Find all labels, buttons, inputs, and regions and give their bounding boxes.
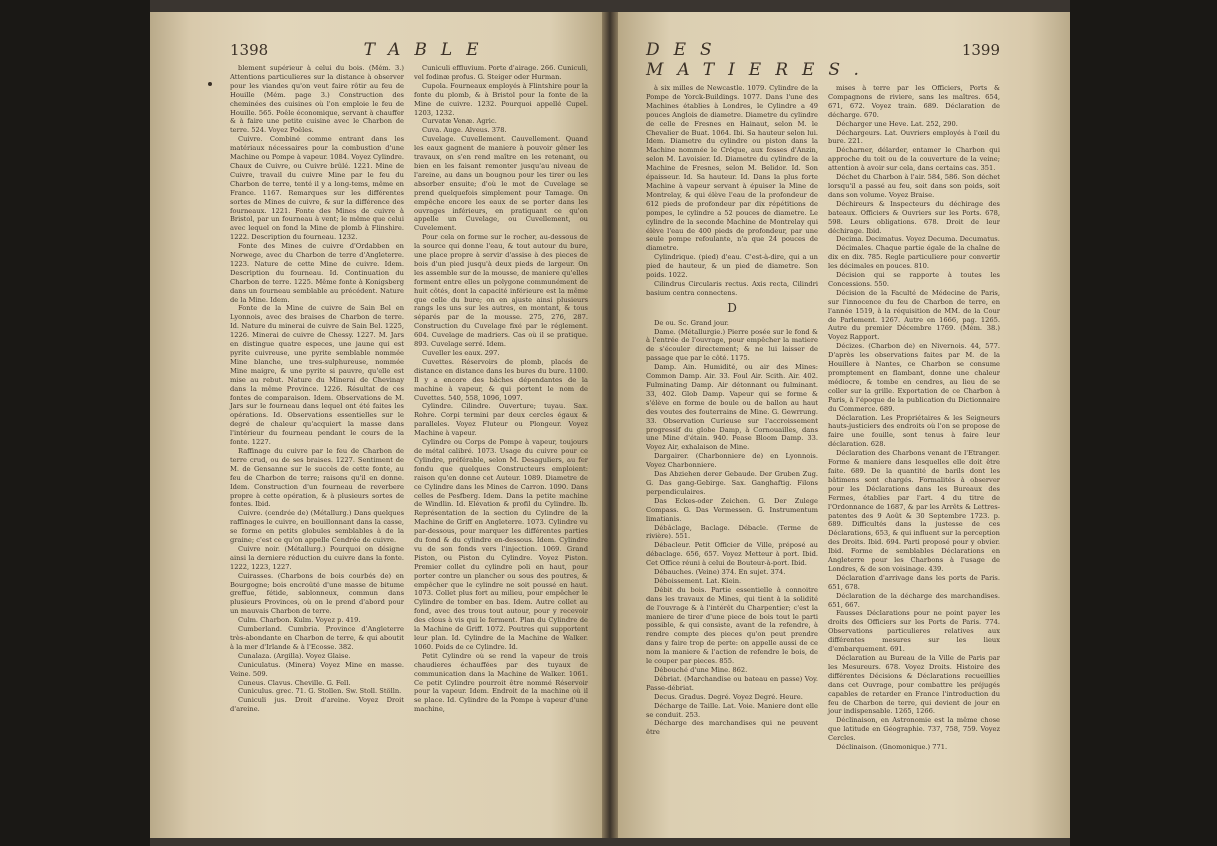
index-entry: Cuirasses. (Charbons de bois courbés de) en Bourgogne; bois encroûté d'une masse de bitume greffue, fétide, sablonneux, commun dans plusieurs Provinces, où on le prend d'abord pour un mauvais Charbon de terre. [230, 571, 404, 616]
index-entry: Cuniculus. grec. 71. G. Stollen. Sw. Stoll. Stölln. [238, 687, 402, 696]
index-entry: Cuveller les eaux. 297. [422, 349, 500, 357]
index-entry: De ou. Sc. Grand jour. [654, 318, 729, 327]
open-book [150, 0, 1070, 846]
ink-spot [208, 82, 212, 86]
index-entry: Débauches. (Veine) 374. En sujet. 374. [654, 568, 786, 577]
index-entry: Cuniculi effluvium. Porte d'airage. 266. Cuniculi, vel fodinæ profus. G. Steiger oder Hurman. [414, 64, 588, 81]
index-entry: Cuvelage. Cuvellement. Cauvellement. Quand les eaux gagnent de maniere à pouvoir gêner les travaux, on s'en rend maître en les retenant, ou bien en les faisant remonter jusqu'au niveau de l'areine, au dans un bougnou pour les tirer ou les absorber ensuite; d'où le mot de Cuvelage se prend quelquefois simplement pour Tamage. On empêche encore les eaux de se porter dans les ouvrages inférieurs, en pratiquant ce qu'on appelle un Cuvelage, ou Cuvellement, ou Cuvelement. [414, 135, 588, 233]
index-entry: Cuniculi jus. Droit d'areine. Voyez Droit d'areine. [230, 696, 404, 714]
index-entry: Décharger une Heve. Lat. 252, 290. [836, 119, 958, 128]
index-entry: D [727, 300, 737, 315]
index-entry: Déclinaison. (Gnomonique.) 771. [836, 743, 948, 752]
index-entry: Déchet du Charbon à l'air. 584, 586. Son déchet lorsqu'il a passé au feu, soit dans son poids, soit dans son volume. Voyez Braise. [828, 173, 1000, 199]
left-column-1 [230, 64, 404, 714]
index-entry: Déclaration. Les Propriétaires & les Seigneurs hauts-justiciers des endroits où l'on se propose de faire une fouille, sont tenus à faire leur déclaration. 628. [828, 413, 1000, 449]
index-entry: Dargairer. (Charbonniere de) en Lyonnois. Voyez Charbonniere. [646, 452, 818, 470]
index-entry: Déclinaison, en Astronomie est la même chose que latitude en Géographie. 737, 758, 759. Voyez Cercles. [828, 716, 1000, 743]
index-entry: Damp. Ain. Humidité, ou air des Mines: Common Damp. Air. 33. Foul Air. Scith. Air. 402. Fulminating Damp. Air détonnant ou fulminant. 33, 402. Glob Damp. Vapeur qui se forme & s'élève en forme de boule ou de ballon au haut des voutes des fouterrains de Mine. G. Gewrrung. 33. Observation Curieuse sur l'accroissement progressif du globe Damp, à Cornouailles, dans une Mine d'étain. 940. Pease Bloom Damp. 33. Voyez Air, exhalaison de Mine. [646, 363, 818, 452]
index-entry: Débacleur. Petit Officier de Ville, préposé au débaclage. 656, 657. Voyez Metteur à port. Ibid. Cet Office réuni à celui de Bouteur-à-port. Ibid. [646, 541, 818, 568]
index-entry: Raffinage du cuivre par le feu de Charbon de terre crud, ou de ses braises. 1227. Sentiment de M. de Gensanne sur le succès de cette fonte, au feu de Charbon de terre; raisons qu'il en donne. Idem. Construction d'un fourneau de reverbere propre à cette opération, & à plusieurs sortes de fontes. Ibid. [230, 446, 404, 509]
right-page [618, 12, 1070, 838]
index-entry: Pour cela on forme sur le rocher, au-dessous de la source qui donne l'eau, & tout autour du bure, une place propre à servir d'assise à des pieces de bois d'un pied jusqu'à deux pieds de largeur. On les assemble sur de la mousse, de maniere qu'elles forment entre elles un polygone communément de huit côtés, dont la capacité inférieure est la même que celle du bure; on en ajuste ainsi plusieurs rangs les uns sur les autres, en montant, & tous séparés par de la mousse. 275, 276, 287. Construction du Cuvelage fixé par le réglement. 604. Cuvelage de madriers. Cas où il se pratique. 893. Cuvelage serré. Idem. [414, 233, 588, 349]
index-entry: Décimales. Chaque partie égale de la chaîne de dix en dix. 785. Regle particuliere pour convertir les décimales en pouces. 810. [828, 244, 1000, 271]
index-entry: Petit Cylindre où se rend la vapeur de trois chaudieres échauffées par des tuyaux de communication dans la Machine de Walker. 1061. Ce petit Cylindre pourroit être nommé Réservoir pour la vapeur. Idem. Endroit de la machine où il se place. Id. Cylindre de la Pompe à vapeur d'une machine, [414, 651, 588, 714]
index-entry: Das Eckes-oder Zeichen. G. Der Zulege Compass. G. Das Vermessen. G. Instrumentum limatianis. [646, 496, 818, 523]
index-entry: Déchargeurs. Lat. Ouvriers employés à l'œil du bure. 221. [828, 128, 1000, 146]
index-entry: Cumberland. Cumbria. Province d'Angleterre très-abondante en Charbon de terre, & qui aboutit à la mer d'Irlande & à l'Ecosse. 382. [230, 625, 404, 651]
index-entry: Fonte de la Mine de cuivre de Sain Bel en Lyonnois, avec des braises de Charbon de terre. Id. Nature du minerai de cuivre de Sain Bel. 1225, 1226. Minerai de cuivre de Chessy. 1227. M. Jars en distingue quatre especes, une jaune qui est pyrite cuivreuse, une pyrite semblable nommée Mine blanche, une tres-sulphureuse, nommée Mine maigre, & une pyrite si pauvre, qu'elle est mise au rebut. Nature du Minerai de Chevinay dans la même Province. 1226. Résultat de ces fontes de comparaison. Idem. Observations de M. Jars sur le fourneau dans lequel ont été faites les opérations. Id. Observations essentielles sur le degré de chaleur qu'acquiert la masse dans l'intérieur du fourneau pendant le cours de la fonte. 1227. [230, 304, 404, 447]
index-entry: Cuivre. Combiné comme entrant dans les matériaux nécessaires pour la combustion d'une Machine ou Pompe à vapeur. 1084. Voyez Cylindre. Chaux de Cuivre, ou Cuivre brûlé. 1221. Mine de Cuivre, travail du cuivre Mine par le feu du Charbon de terre, tenté il y a long-tems, même en France. 1167. Remarques sur les différentes sortes de Mines de cuivre, & sur la différence des fourneaux. 1221. Fonte des Mines de cuivre à Bristol, par un fourneau à vent; le même que celui avec lequel on fond la Mine de plomb à Flinshire. 1222. Description du fourneau. 1232. [230, 135, 404, 242]
index-entry: Déchireurs & Inspecteurs du déchirage des bateaux. Officiers & Ouvriers sur les Ports. 678, 598. Leurs obligations. 678. Droit de leur déchirage. Ibid. [828, 199, 1000, 235]
index-entry: Culm. Charbon. Kulm. Voyez p. 419. [238, 616, 361, 625]
left-page-number: 1398 [230, 41, 269, 59]
right-running-head [646, 40, 1000, 80]
left-column-2 [414, 64, 588, 714]
index-entry: Cunalaza. (Argilla). Voyez Glaise. [238, 651, 351, 660]
index-entry: Débriat. (Marchandise ou bateau en passe) Voy. Passe-débriat. [646, 674, 818, 692]
index-entry: Décizes. (Charbon de) en Nivernois. 44, 577. D'après les observations faites par M. de la Houillere à Nantes, ce Charbon se consume promptement en flambant, donne une chaleur médiocre, & tombe en cendres, au lieu de se coller sur la grille. Exportation de ce Charbon à Paris, à l'époque de la publication du Dictionnaire du Commerce. 689. [828, 342, 1000, 413]
index-entry: Débâclage, Baclage. Débacle. (Terme de rivière). 551. [646, 523, 818, 541]
index-entry: Cuva. Auge. Alveus. 378. [422, 126, 507, 135]
index-entry: Déclaration au Bureau de la Ville de Paris par les Mesureurs. 678. Voyez Droits. Histoire des différentes Décisions & Déclarations recueillies dans cet Ouvrage, pour combattre les préjugés capables de retarder en France l'introduction du feu de Charbon de terre, qui devient de jour en jour indispensable. 1265, 1266. [828, 654, 1000, 716]
index-entry: Cuneus. Clavus. Cheville. G. Fell. [238, 678, 351, 687]
index-entry: Curvatæ Venæ. Agric. [422, 117, 497, 126]
index-entry: Fausses Déclarations pour ne point payer les droits des Officiers sur les Ports de Paris. 774. Observations particulieres relatives aux différentes mesures sur les lieux d'embarquement. 691. [828, 609, 1000, 654]
index-entry: Cylindrique. (pied) d'eau. C'est-à-dire, qui a un pied de hauteur, & un pied de diametre. Son poids. 1022. [646, 253, 818, 280]
index-entry: Décharge des marchandises qui ne peuvent être [646, 719, 818, 737]
right-column-2 [828, 84, 1000, 752]
index-entry: Cuvettes. Réservoirs de plomb, placés de distance en distance dans les bures du bure. 1100. Il y a encore des bâches dépendantes de la machine à vapeur, & qui portent le nom de Cuvettes. 540, 558, 1096, 1097. [414, 357, 588, 402]
index-entry: Décharner, délarder, entamer le Charbon qui approche du toit ou de la couverture de la veine; attention à avoir sur cela, dans certains cas. 351. [828, 146, 1000, 173]
index-entry: Décharge de Taille. Lat. Voie. Maniere dont elle se conduit. 253. [646, 701, 818, 719]
index-entry: Déboissement. Lat. Kiein. [654, 576, 742, 585]
index-entry: Cuivre noir. (Métallurg.) Pourquoi on désigne ainsi la derniere réduction du cuivre dans la fonte. 1222, 1223, 1227. [230, 544, 404, 571]
left-head-title: TABLE [363, 40, 493, 60]
index-entry: Débouché d'une Mine. 862. [654, 666, 748, 674]
index-entry: Déclaration de la décharge des marchandises. 651, 667. [828, 591, 1000, 609]
index-entry: Dame. (Métallurgie.) Pierre posée sur le fond & à l'entrée de l'ouvrage, pour empêcher la matiere de s'écouler directement; & ne lui laisser de passage que par le côté. 1175. [646, 327, 818, 363]
index-entry: Decima. Decimatus. Voyez Decuma. Decumatus. [836, 235, 1000, 244]
left-running-head [230, 40, 588, 60]
book-gutter [602, 12, 618, 838]
right-head-title: DES MATIERES. [646, 40, 873, 80]
index-entry: Déclaration des Charbons venant de l'Etranger. Forme & maniere dans lesquelles elle doit être faite. 689. De la quantité de barils dont les bâtimens sont chargés. Formalités à observer pour les Déclarations dans les Bureaux des Fermes, établies par l'art. 4 du titre de l'Ordonnance de 1687, & par les Arrêts & Lettres-patentes des 9 Août & 30 Septembre 1723. p. 689. Difficultés dans la justesse de ces Déclarations, 653, & qui influent sur la perception des Droits. Ibid. 694. Parti proposé pour y obvier. Ibid. Forme de semblables Déclarations en Angleterre pour les Charbons à l'usage de Londres, & de son voisinage. 439. [828, 449, 1000, 573]
index-entry: Cupola. Fourneaux employés à Flintshire pour la fonte du plomb, & à Bristol pour la fonte de la Mine de cuivre. 1232. Pourquoi appellé Cupel. 1203, 1232. [414, 81, 588, 117]
index-entry: mises à terre par les Officiers, Ports & Compagnons de riviere, sans les maîtres. 654, 671, 672. Voyez train. 689. Déclaration de décharge. 670. [828, 84, 1000, 119]
index-entry: Cylindre. Cilindre. Ouverture; tuyau. Sax. Rohre. Corpi termini par deux cercles égaux & paralleles. Voyez Fluteur ou Plongeur. Voyez Machine à vapeur. [414, 402, 588, 438]
index-entry: blement supérieur à celui du bois. (Mém. 3.) Attentions particulieres sur la distance à observer pour les viandes qu'on veut faire rôtir au feu de Houille (Mém. page 3.) Construction des cheminées des cuisines où l'on emploie le feu de Houille. 565. Poêle économique, servant à chauffer & à faire une petite cuisine avec le Charbon de terre. 524. Voyez Poêles. [230, 64, 404, 135]
index-entry: à six milles de Newcastle. 1079. Cylindre de la Pompe de Yorck-Buildings. 1077. Dans l'une des Machines établies à Londres, le Cylindre a 49 pouces Anglois de diametre. Diametre du cylindre de celle de Fresnes en Hainaut, selon M. le Chevalier de Buat. 1064. Ibi. Sa hauteur selon lui. Idem. Diametre du cylindre ou piston dans la Machine nommée le Crôque, aux fosses d'Anzin, selon M. Lavoisier. Id. Diametre du cylindre de la Machine de Fresnes, selon M. Belidor. Id. Son épaisseur. Id. Sa hauteur. Id. Dans la plus forte Machine à vapeur servant à épuiser la Mine de Montrelay, & qui élève l'eau de la profondeur de 612 pieds de profondeur par dix répétitions de pompes, le cylindre a 52 pouces de diametre. Le cylindre de la seconde Machine de Montrelay qui élève l'eau de 400 pieds de profondeur, par une seule pompe refoulante, n'a que 24 pouces de diametre. [646, 84, 818, 253]
index-entry: Cuniculatus. (Minera) Voyez Mine en masse. Veine. 509. [230, 660, 404, 678]
right-column-1 [646, 84, 818, 752]
index-entry: Décision de la Faculté de Médecine de Paris, sur l'innocence du feu de Charbon de terre, en l'année 1519, à la réquisition de MM. de la Cour de Parlement. 1267. Autre en 1666, pag. 1265. Autre du premier Décembre 1769. (Mém. 38.) Voyez Rapport. [828, 288, 1000, 342]
left-page [150, 12, 602, 838]
index-entry: Débit du bois. Partie essentielle à connoitre dans les travaux de Mines, qui tient à la solidité de l'ouvrage & à l'intérêt du Charpentier; c'est la maniere de tirer d'une piece de bois tout le parti possible, & qui consiste, avant de la refendre, à rendre compte des pieces qu'on peut prendre dans y faire trop de perte: on appelle aussi de ce nom la maniere & l'action de refendre le bois, de le couper par pieces. 855. [646, 585, 818, 666]
index-entry: Fonte des Mines de cuivre d'Ordabben en Norwege, avec du Charbon de terre d'Angleterre. 1223. Nature de cette Mine de cuivre. Idem. Description du fourneau. Id. Continuation du Charbon de terre. 1225. Même fonte à Konigsberg dans un fourneau semblable au précédent. Nature de la Mine. Idem. [230, 242, 404, 304]
index-entry: Décision qui se rapporte à toutes les Concessions. 550. [828, 271, 1000, 288]
right-page-number: 1399 [961, 41, 1000, 59]
index-entry: Cuivre. (cendrée de) (Métallurg.) Dans quelques raffinages le cuivre, en bouillonnant dans la casse, se forme en petits globules semblables à de la graine; c'est ce qu'on appelle Cendrée de cuivre. [230, 509, 404, 545]
index-entry: Das Abziehen derer Gebaude. Der Gruben Zug. G. Das gang-Gebirge. Sax. Ganghaftig. Filons perpendiculaires. [646, 470, 818, 496]
index-entry: Cilindrus Circularis rectus. Axis recta, Cilindri basium centra connectens. [646, 279, 818, 297]
index-entry: Decus. Gradus. Degré. Voyez Degré. Heure. [654, 692, 803, 701]
index-entry: Cylindre ou Corps de Pompe à vapeur, toujours de métal calibré. 1073. Usage du cuivre pour ce Cylindre, préférable, selon M. Desaguliers, au fer fondu que quelques Constructeurs emploient: raison qu'en donne cet Auteur. 1089. Diametre de ce Cylindre dans les Mines de Carron. 1090. Dans celles de Pesfberg. Idem. Dans la petite machine de Windlin. Id. Elévation & profil du Cylindre. Ib. Représentation de la section du Cylindre de la Machine de Griff en Angleterre. 1073. Cylindre vu par-dessous, pour marquer les différentes parties du fond & du cylindre en-dessous. Idem. Cylindre vu de son fonds vers l'injection. 1069. Grand Piston, ou Piston du Cylindre. Voyez Piston. Premier collet du cylindre poli en haut, pour porter contre un plancher ou sous des poutres, & empêcher que le cylindre ne soit poussé en haut. 1073. Collet plus fort au milieu, pour empêcher le Cylindre de tomber en bas. Idem. Autre collet au fond, avec des trous tout autour, pour y recevoir des clous à vis qui le ferment. Plan du Cylindre de la Machine de Griff. 1072. Poutres qui supportent leur plan. Id. Cylindre de la Machine de Walker. 1060. Poids de ce Cylindre. Id. [414, 438, 588, 651]
index-entry: Déclaration d'arrivage dans les ports de Paris. 651, 678. [828, 573, 1000, 591]
